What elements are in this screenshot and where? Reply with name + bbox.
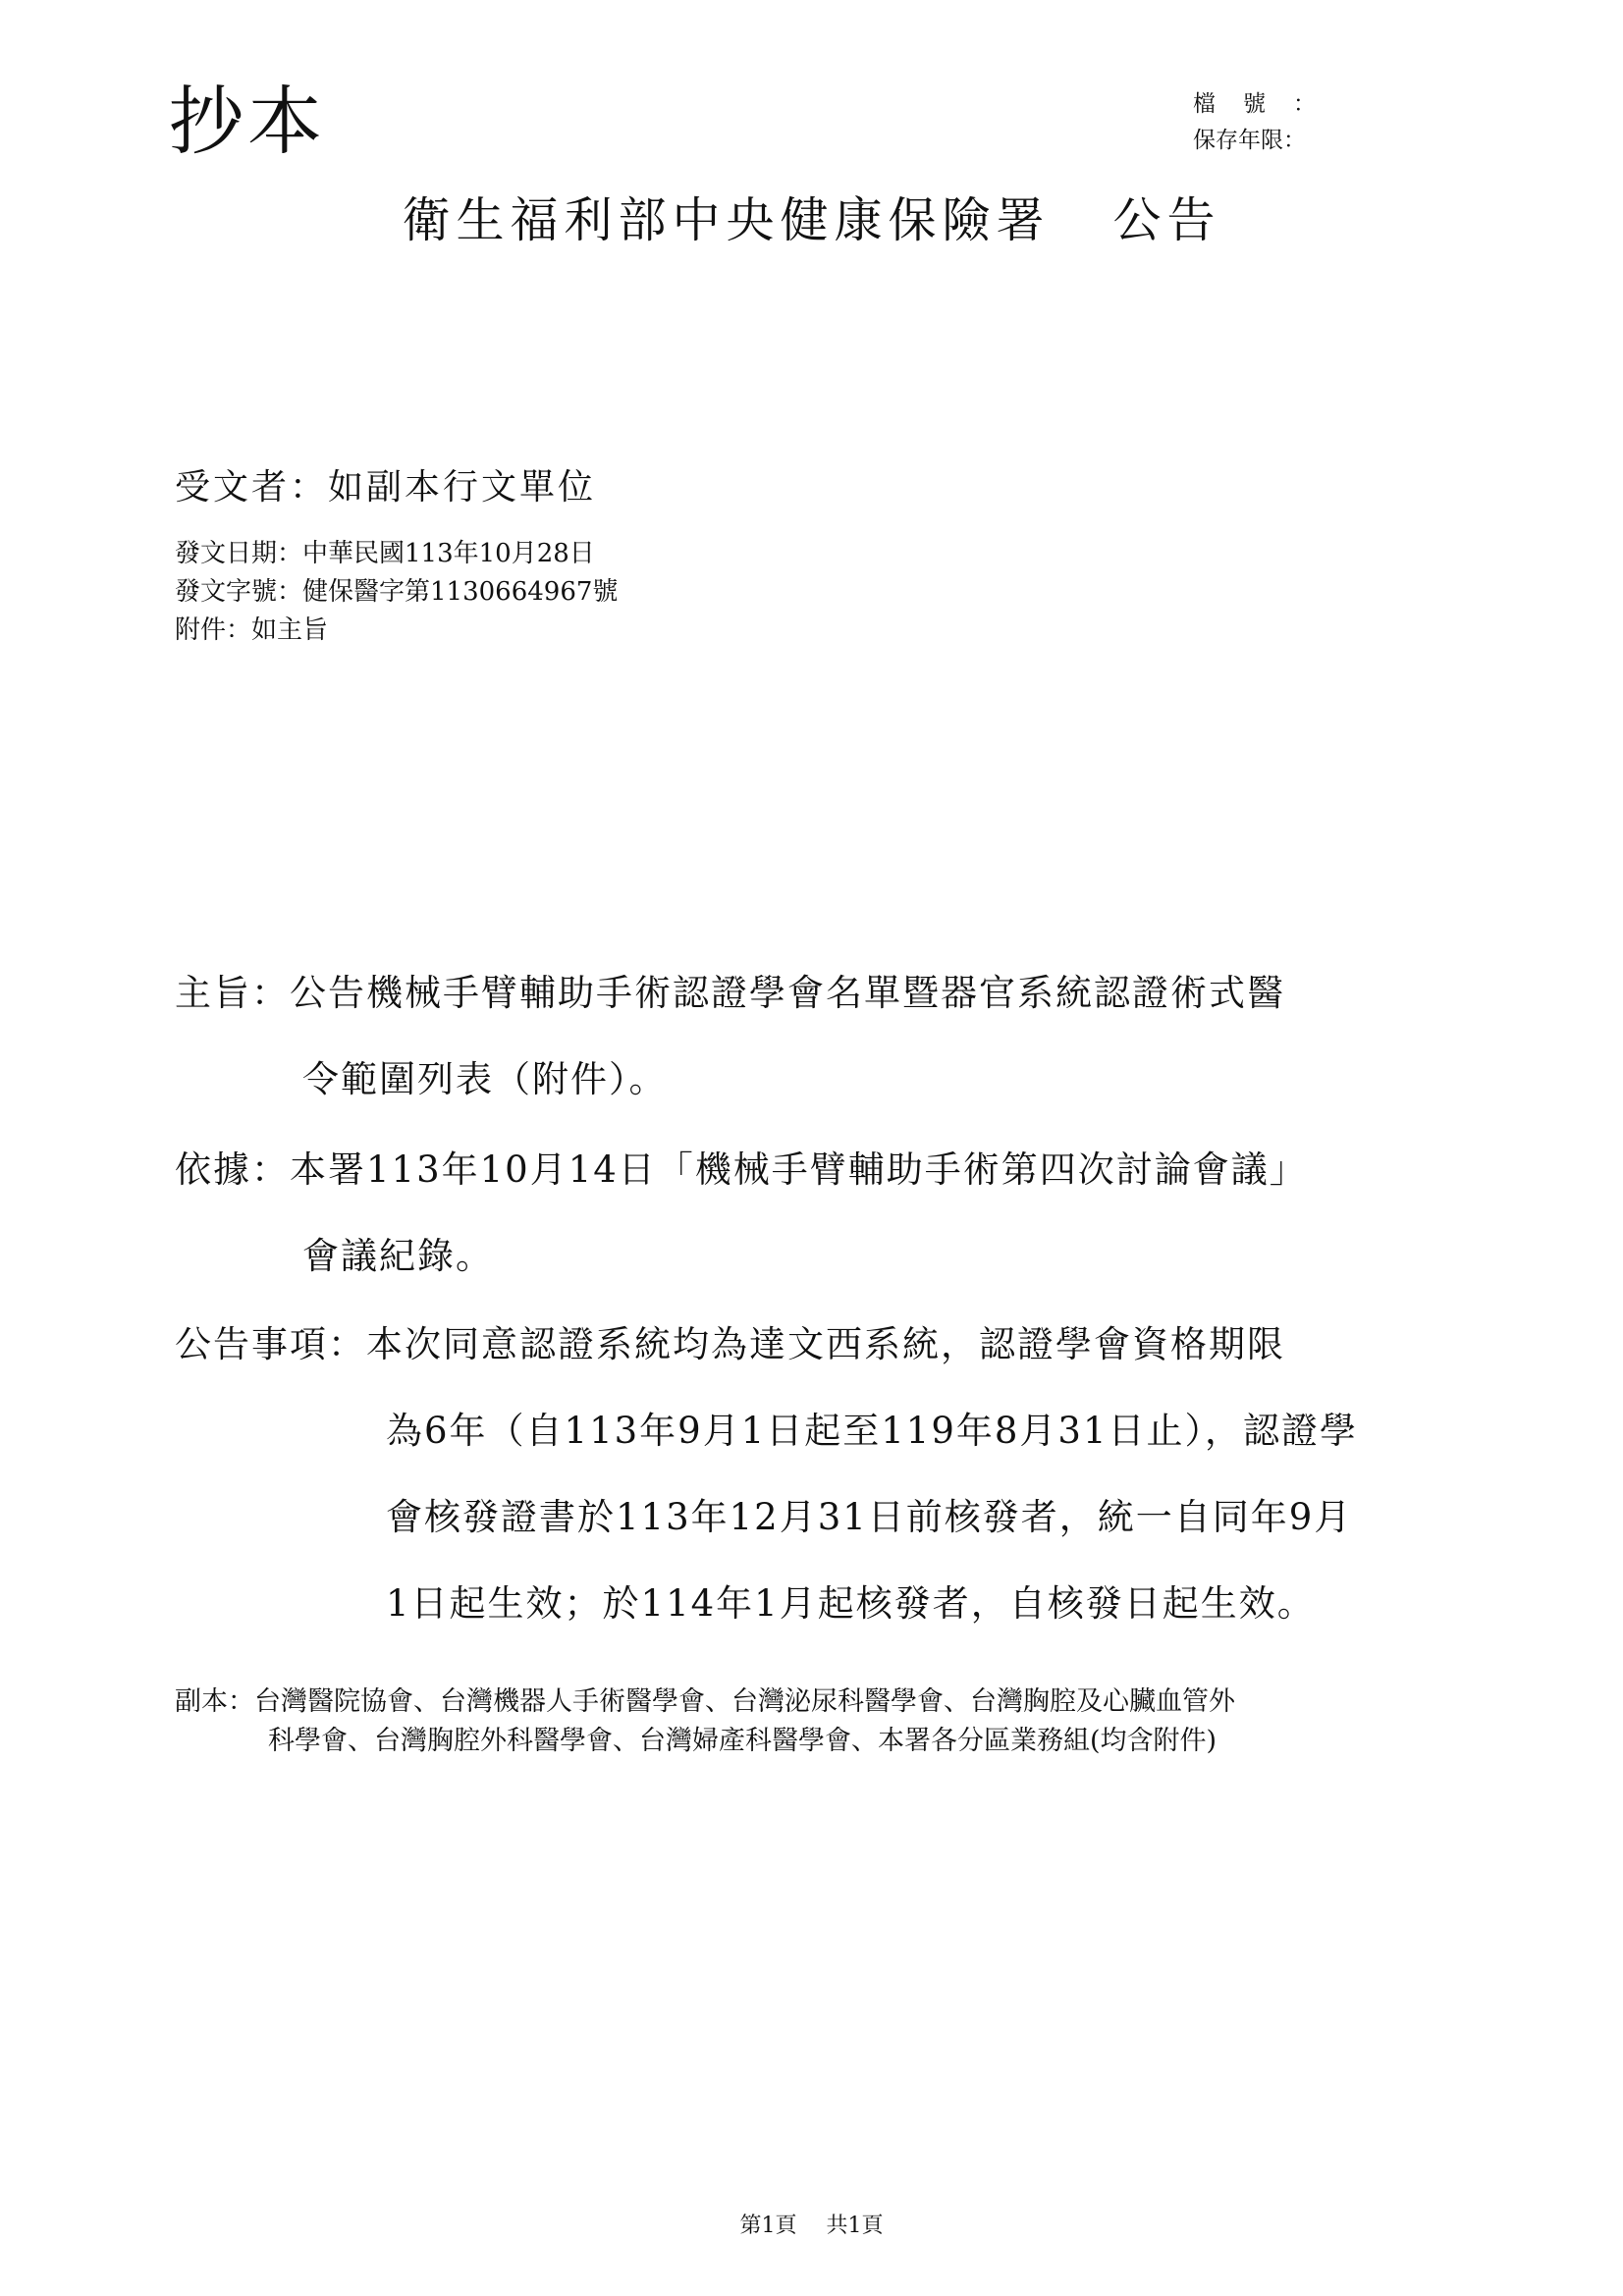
cc-list: [175, 1682, 1235, 1761]
retention-label: 保存年限：: [1193, 128, 1306, 153]
document-type: 公告: [1112, 192, 1221, 248]
archive-info: [1193, 86, 1343, 159]
basis-line-2: 會議紀錄。: [302, 1235, 494, 1277]
notice-line-4: 1日起生效；於114年1月起核發者，自核發日起生效。: [386, 1582, 1316, 1625]
dispatch-info: [175, 535, 618, 650]
file-number-row: [1193, 86, 1343, 123]
subject-section: [175, 950, 1490, 1123]
page-total: 共1頁: [826, 2214, 884, 2238]
document-title: [0, 192, 1623, 250]
notice-section: [175, 1302, 1490, 1647]
cc-line-2: 科學會、台灣胸腔外科醫學會、台灣婦產科醫學會、本署各分區業務組(均含附件): [268, 1726, 1217, 1756]
subject-line-1: 主旨：公告機械手臂輔助手術認證學會名單暨器官系統認證術式醫: [175, 972, 1285, 1014]
page-footer: [0, 2209, 1623, 2239]
cc-line-1: 副本：台灣醫院協會、台灣機器人手術醫學會、台灣泌尿科醫學會、台灣胸腔及心臟血管外: [175, 1686, 1235, 1717]
dispatch-number: 發文字號：健保醫字第1130664967號: [175, 577, 619, 607]
notice-line-2: 為6年（自113年9月1日起至119年8月31日止），認證學: [386, 1410, 1358, 1452]
copy-mark: 抄本: [169, 78, 326, 165]
recipient: 受文者：如副本行文單位: [175, 467, 597, 507]
file-number-label: 檔號：: [1193, 91, 1343, 117]
dispatch-date: 發文日期：中華民國113年10月28日: [175, 539, 595, 568]
basis-section: [175, 1127, 1490, 1300]
agency-name: 衛生福利部中央健康保險署: [402, 192, 1051, 248]
notice-line-3: 會核發證書於113年12月31日前核發者，統一自同年9月: [386, 1496, 1353, 1538]
retention-row: [1193, 123, 1319, 159]
subject-line-2: 令範圍列表（附件）。: [302, 1058, 668, 1100]
notice-line-1: 公告事項：本次同意認證系統均為達文西系統，認證學會資格期限: [175, 1323, 1285, 1365]
basis-line-1: 依據：本署113年10月14日「機械手臂輔助手術第四次討論會議」: [175, 1148, 1308, 1191]
page-number: 第1頁: [739, 2214, 797, 2238]
attachment-note: 附件：如主旨: [175, 615, 329, 645]
